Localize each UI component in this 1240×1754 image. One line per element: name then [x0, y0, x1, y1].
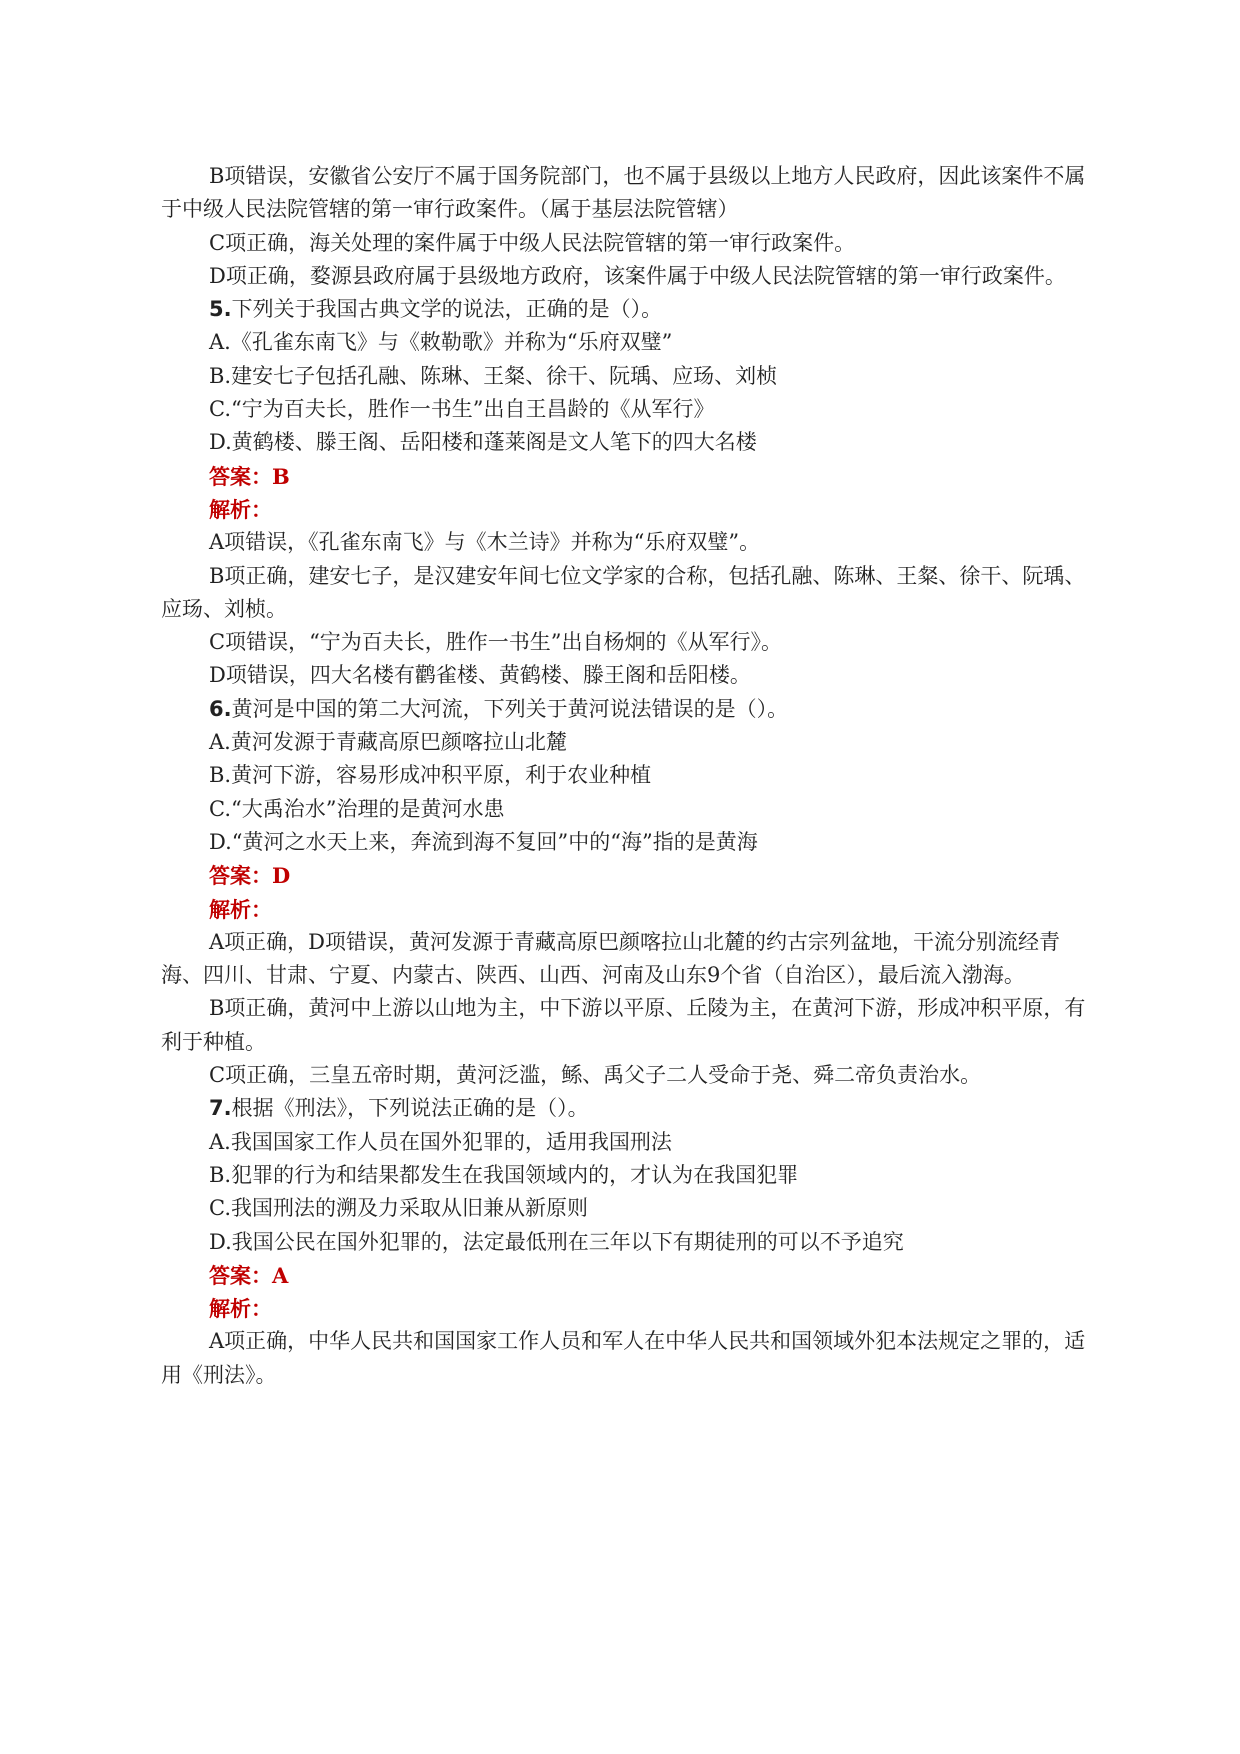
question-5-option-b: B.建安七子包括孔融、陈琳、王粲、徐干、阮瑀、应玚、刘桢 — [209, 363, 778, 388]
question-6-option-a: A.黄河发源于青藏高原巴颜喀拉山北麓 — [209, 730, 567, 755]
question-5-analysis-label: 解析： — [209, 496, 272, 522]
prev-analysis-b: B项错误，安徽省公安厅不属于国务院部门，也不属于县级以上地方人民政府，因此该案件不属于中级人民法院管辖的第一审行政案件。（属于基层法院管辖） — [161, 164, 1086, 222]
question-5-option-c: C.“宁为百夫长，胜作一书生”出自王昌龄的《从军行》 — [209, 397, 715, 422]
question-6-option-c: C.“大禹治水”治理的是黄河水患 — [209, 796, 505, 821]
question-5-option-d: D.黄鹤楼、滕王阁、岳阳楼和蓬莱阁是文人笔下的四大名楼 — [209, 430, 757, 455]
question-7-analysis-a: A项正确，中华人民共和国国家工作人员和军人在中华人民共和国领域外犯本法规定之罪的，适用《刑法》。 — [161, 1329, 1086, 1387]
question-7-option-a: A.我国国家工作人员在国外犯罪的，适用我国刑法 — [209, 1129, 672, 1154]
prev-analysis-c: C项正确，海关处理的案件属于中级人民法院管辖的第一审行政案件。 — [209, 230, 856, 255]
question-7-text: 根据《刑法》，下列说法正确的是（）。 — [231, 1096, 589, 1121]
question-5-option-a: A.《孔雀东南飞》与《敕勒歌》并称为“乐府双璧” — [209, 330, 673, 355]
question-5-analysis-c: C项错误，“宁为百夫长，胜作一书生”出自杨炯的《从军行》。 — [209, 630, 783, 655]
question-6-option-b: B.黄河下游，容易形成冲积平原，利于农业种植 — [209, 763, 652, 788]
question-6-stem — [161, 693, 1101, 726]
prev-analysis-d: D项正确，婺源县政府属于县级地方政府，该案件属于中级人民法院管辖的第一审行政案件。 — [209, 263, 1066, 288]
question-6-answer: 答案：D — [209, 863, 291, 889]
question-5-stem — [161, 293, 1101, 326]
question-6-analysis-ad: A项正确，D项错误，黄河发源于青藏高原巴颜喀拉山北麓的约古宗列盆地，干流分别流经青海、四川、甘肃、宁夏、内蒙古、陕西、山西、河南及山东9个省（自治区），最后流入渤海。 — [161, 929, 1060, 988]
question-5-text: 下列关于我国古典文学的说法，正确的是（）。 — [231, 297, 663, 322]
question-7-number: 7. — [209, 1096, 232, 1121]
question-5-analysis-a: A项错误，《孔雀东南飞》与《木兰诗》并称为“乐府双璧”。 — [209, 530, 761, 555]
question-5-analysis-d: D项错误，四大名楼有鹳雀楼、黄鹤楼、滕王阁和岳阳楼。 — [209, 663, 751, 688]
question-6-option-d: D.“黄河之水天上来，奔流到海不复回”中的“海”指的是黄海 — [209, 829, 758, 854]
question-5-number: 5. — [209, 297, 232, 322]
document-page — [161, 160, 1101, 1392]
question-7-option-c: C.我国刑法的溯及力采取从旧兼从新原则 — [209, 1196, 588, 1221]
question-7-option-b: B.犯罪的行为和结果都发生在我国领域内的，才认为在我国犯罪 — [209, 1162, 799, 1187]
question-5-analysis-b: B项正确，建安七子，是汉建安年间七位文学家的合称，包括孔融、陈琳、王粲、徐干、阮瑀、应玚、刘桢。 — [161, 563, 1086, 621]
question-6-analysis-c: C项正确，三皇五帝时期，黄河泛滥，鲧、禹父子二人受命于尧、舜二帝负责治水。 — [209, 1063, 982, 1088]
question-6-analysis-b: B项正确，黄河中上游以山地为主，中下游以平原、丘陵为主，在黄河下游，形成冲积平原，有利于种植。 — [161, 996, 1086, 1054]
question-5-answer: 答案：B — [209, 463, 290, 489]
question-7-answer: 答案：A — [209, 1262, 289, 1288]
question-6-text: 黄河是中国的第二大河流，下列关于黄河说法错误的是（）。 — [231, 696, 789, 721]
question-7-analysis-label: 解析： — [209, 1296, 272, 1322]
question-7-option-d: D.我国公民在国外犯罪的，法定最低刑在三年以下有期徒刑的可以不予追究 — [209, 1229, 904, 1254]
question-7-stem — [161, 1092, 1101, 1125]
question-6-number: 6. — [209, 696, 232, 721]
question-6-analysis-label: 解析： — [209, 896, 272, 922]
